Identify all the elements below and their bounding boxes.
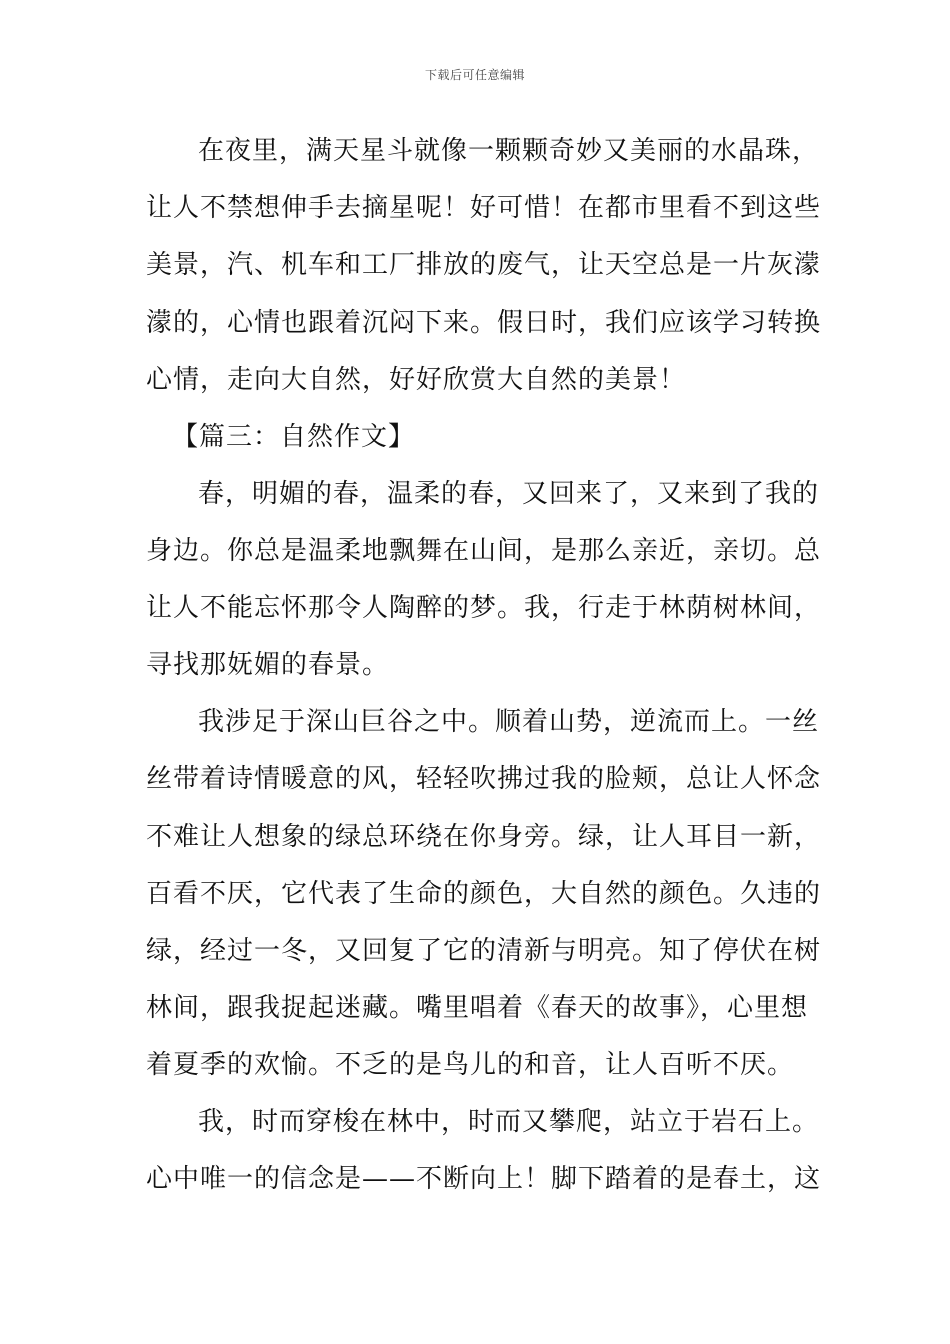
paragraph-line: 心中唯一的信念是——不断向上！脚下踏着的是春土，这 bbox=[146, 1164, 822, 1194]
paragraph-line: 濛的，心情也跟着沉闷下来。假日时，我们应该学习转换 bbox=[146, 308, 822, 338]
paragraph-line: 心情，走向大自然，好好欣赏大自然的美景！ bbox=[146, 365, 687, 395]
paragraph-line: 我，时而穿梭在林中，时而又攀爬，站立于岩石上。 bbox=[198, 1107, 820, 1137]
paragraph-line: 让人不能忘怀那令人陶醉的梦。我，行走于林荫树林间， bbox=[146, 593, 822, 623]
paragraph-line: 寻找那妩媚的春景。 bbox=[146, 650, 390, 680]
paragraph-line: 林间，跟我捉起迷藏。嘴里唱着《春天的故事》，心里想 bbox=[146, 993, 809, 1023]
paragraph-line: 丝带着诗情暖意的风，轻轻吹拂过我的脸颊，总让人怀念 bbox=[146, 764, 822, 794]
paragraph-line: 我涉足于深山巨谷之中。顺着山势，逆流而上。一丝 bbox=[198, 707, 820, 737]
paragraph-line: 着夏季的欢愉。不乏的是鸟儿的和音，让人百听不厌。 bbox=[146, 1050, 795, 1080]
paragraph-line: 在夜里，满天星斗就像一颗颗奇妙又美丽的水晶珠， bbox=[198, 136, 820, 166]
page-header: 下载后可任意编辑 bbox=[424, 68, 525, 82]
paragraph-line: 让人不禁想伸手去摘星呢！好可惜！在都市里看不到这些 bbox=[146, 193, 822, 223]
paragraph-line: 绿，经过一冬，又回复了它的清新与明亮。知了停伏在树 bbox=[146, 936, 822, 966]
paragraph-line: 百看不厌，它代表了生命的颜色，大自然的颜色。久违的 bbox=[146, 879, 822, 909]
section-heading: 【篇三：自然作文】 bbox=[172, 422, 416, 452]
paragraph-line: 身边。你总是温柔地飘舞在山间，是那么亲近，亲切。总 bbox=[146, 536, 822, 566]
paragraph-line: 美景，汽、机车和工厂排放的废气，让天空总是一片灰濛 bbox=[146, 250, 822, 280]
paragraph-line: 不难让人想象的绿总环绕在你身旁。绿，让人耳目一新， bbox=[146, 822, 822, 852]
paragraph-line: 春，明媚的春，温柔的春，又回来了，又来到了我的 bbox=[198, 479, 820, 509]
